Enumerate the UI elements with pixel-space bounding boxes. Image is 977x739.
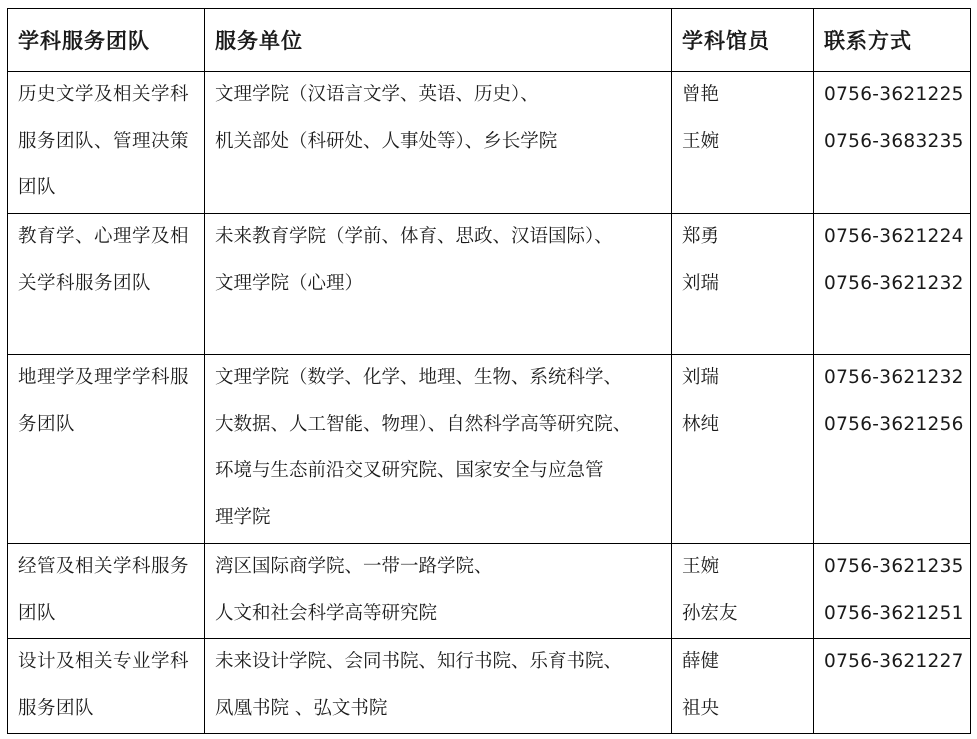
contact-cell: [814, 639, 971, 734]
phone-number: 0756-3683235: [824, 130, 964, 152]
contact-cell: [814, 355, 971, 544]
header-contact: 联系方式: [814, 9, 971, 72]
phone-number: 0756-3621251: [824, 602, 964, 624]
unit-line: 文理学院（汉语言文学、英语、历史）、: [215, 84, 539, 105]
librarian-name: 郑勇: [682, 226, 720, 247]
team-cell: [8, 639, 205, 734]
phone-number: 0756-3621256: [824, 413, 964, 435]
contact-cell: [814, 544, 971, 639]
team-name: 历史文学及相关学科服务团队、管理决策团队: [18, 84, 190, 198]
unit-line: 湾区国际商学院、一带一路学院、: [215, 556, 493, 577]
table-row: [8, 544, 971, 639]
table-row: [8, 355, 971, 544]
librarian-name: 孙宏友: [682, 602, 738, 624]
units-cell: [205, 72, 672, 214]
service-team-table: [7, 8, 971, 734]
team-name: 经管及相关学科服务团队: [18, 556, 190, 624]
unit-line: 大数据、人工智能、物理）、自然科学高等研究院、: [215, 413, 632, 435]
table-header-row: [8, 9, 971, 72]
librarian-name: 薛健: [682, 651, 720, 672]
phone-number: 0756-3621232: [824, 367, 964, 388]
unit-line: 未来教育学院（学前、体育、思政、汉语国际）、: [215, 226, 613, 247]
team-cell: [8, 544, 205, 639]
team-name: 地理学及理学学科服务团队: [18, 367, 190, 435]
unit-line: 机关部处（科研处、人事处等）、乡长学院: [215, 130, 558, 152]
unit-line: 文理学院（心理）: [215, 272, 364, 294]
phone-number: 0756-3621235: [824, 556, 964, 577]
contact-cell: [814, 214, 971, 355]
librarian-name: 曾艳: [682, 84, 720, 105]
team-cell: [8, 214, 205, 355]
team-name: 设计及相关专业学科服务团队: [18, 651, 190, 719]
unit-line: 环境与生态前沿交叉研究院、国家安全与应急管: [215, 460, 604, 481]
team-name: 教育学、心理学及相关学科服务团队: [18, 226, 190, 294]
units-cell: [205, 544, 672, 639]
units-cell: [205, 214, 672, 355]
librarian-name: 刘瑞: [682, 272, 720, 294]
unit-line: 凤凰书院 、弘文书院: [215, 697, 388, 719]
librarian-cell: [672, 355, 814, 544]
phone-number: 0756-3621232: [824, 272, 964, 294]
table-row: [8, 639, 971, 734]
team-cell: [8, 72, 205, 214]
team-cell: [8, 355, 205, 544]
header-librarian: 学科馆员: [672, 9, 814, 72]
librarian-name: 王婉: [682, 556, 720, 577]
librarian-name: 祖央: [682, 697, 720, 719]
units-cell: [205, 639, 672, 734]
units-cell: [205, 355, 672, 544]
unit-line: 理学院: [215, 506, 271, 528]
service-team-table-wrapper: [7, 8, 971, 734]
table-row: [8, 214, 971, 355]
librarian-name: 王婉: [682, 130, 720, 152]
phone-number: 0756-3621224: [824, 226, 964, 247]
librarian-name: 林纯: [682, 413, 720, 435]
librarian-cell: [672, 72, 814, 214]
unit-line: 人文和社会科学高等研究院: [215, 602, 438, 624]
phone-number: 0756-3621227: [824, 651, 964, 672]
unit-line: 未来设计学院、会同书院、知行书院、乐育书院、: [215, 651, 623, 672]
phone-number: 0756-3621225: [824, 84, 964, 105]
librarian-cell: [672, 544, 814, 639]
contact-cell: [814, 72, 971, 214]
librarian-cell: [672, 214, 814, 355]
librarian-name: 刘瑞: [682, 367, 720, 388]
unit-line: 文理学院（数学、化学、地理、生物、系统科学、: [215, 367, 623, 388]
table-row: [8, 72, 971, 214]
header-units: 服务单位: [205, 9, 672, 72]
header-team: 学科服务团队: [8, 9, 205, 72]
librarian-cell: [672, 639, 814, 734]
